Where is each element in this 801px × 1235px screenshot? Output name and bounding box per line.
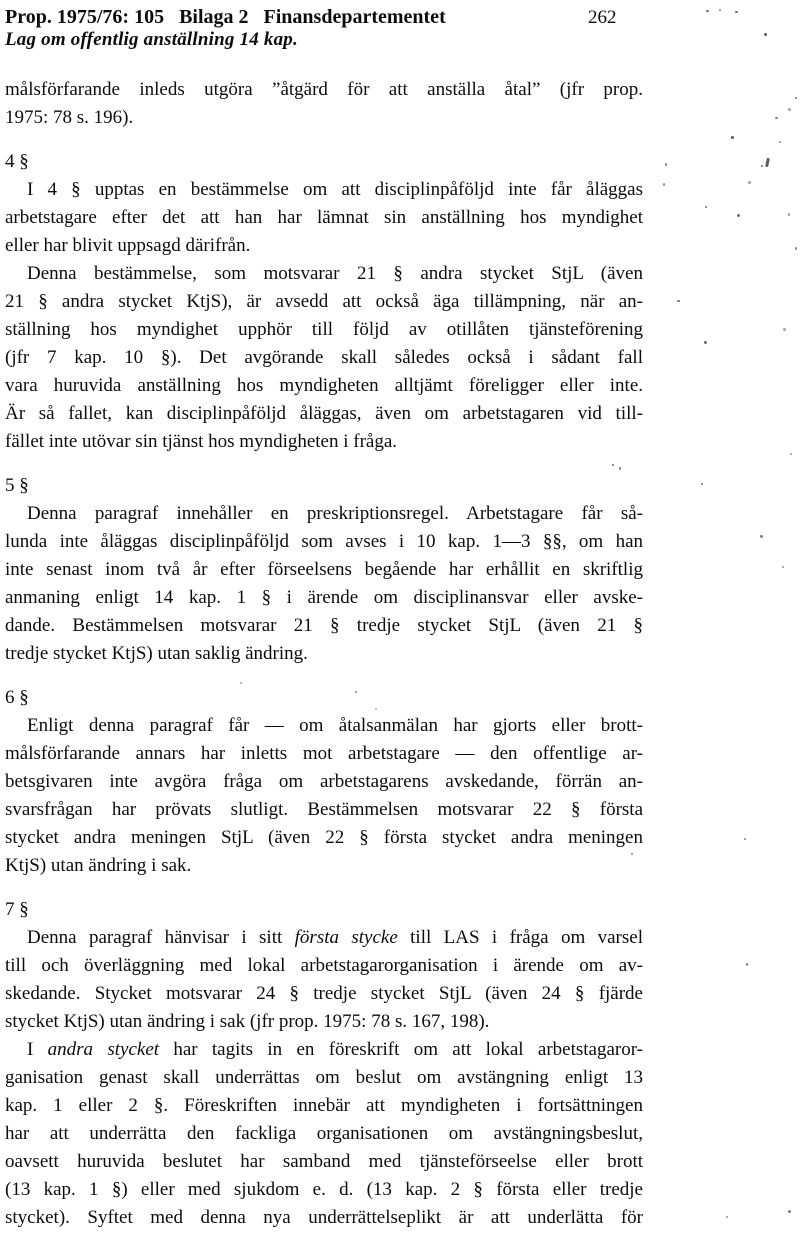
scan-speck — [783, 328, 786, 331]
paragraph — [5, 924, 643, 1036]
scan-speck — [790, 453, 792, 455]
scan-speck — [663, 183, 665, 186]
text-line: till och överläggning med lokal arbetstagarorganisation i ärende om av- — [5, 955, 643, 976]
text-line: Enligt denna paragraf får — om åtalsanmälan har gjorts eller brott- — [27, 715, 643, 736]
scan-speck — [748, 181, 751, 184]
text-line: 21 § andra stycket KtjS), är avsedd att också äga tillämpning, när an- — [5, 291, 643, 312]
text-line: svarsfrågan har prövats slutligt. Bestämmelsen motsvarar 22 § första — [5, 799, 643, 820]
text-line: stycket KtjS) utan ändring i sak (jfr prop. 1975: 78 s. 167, 198). — [5, 1011, 490, 1032]
text-line: inte senast inom två år efter förseelsens begående har erhållit en skriftlig — [5, 559, 643, 580]
text-line: I andra stycket har tagits in en föreskrift om att lokal arbetstagaror- — [27, 1039, 643, 1060]
text-line: tredje stycket KtjS) utan saklig ändring. — [5, 643, 308, 664]
text-line: vara huruvida anställning hos myndigheten alltjämt föreligger eller inte. — [5, 375, 643, 396]
scan-speck — [737, 214, 740, 217]
text-line: ganisation genast skall underrättas om beslut om avstängning enligt 13 — [5, 1067, 643, 1088]
text-line: I 4 § upptas en bestämmelse om att disciplinpåföljd inte får åläggas — [27, 179, 643, 200]
text-line: Denna bestämmelse, som motsvarar 21 § andra stycket StjL (även — [27, 263, 643, 284]
section-heading: 5 § — [5, 475, 29, 496]
scan-speck — [795, 97, 797, 99]
scan-speck — [735, 11, 738, 13]
text-line: målsförfarande annars har inletts mot arbetstagare — den offentlige ar- — [5, 743, 643, 764]
section-heading: 4 § — [5, 151, 29, 172]
text-line: stycket). Syftet med denna nya underrättelseplikt är att underlätta för — [5, 1207, 643, 1228]
scan-speck — [705, 206, 707, 208]
scan-speck — [760, 535, 763, 538]
text-line: Denna paragraf innehåller en preskriptionsregel. Arbetstagare får så- — [27, 503, 643, 524]
section-heading: 6 § — [5, 687, 29, 708]
text-line: dande. Bestämmelsen motsvarar 21 § tredje stycket StjL (även 21 § — [5, 615, 643, 636]
text-line: ställning hos myndighet upphör till följd av otillåten tjänsteförening — [5, 319, 643, 340]
text-line: eller har blivit uppsagd därifrån. — [5, 235, 251, 256]
scan-speck — [619, 467, 621, 470]
document-header-subtitle: Lag om offentlig anställning 14 kap. — [5, 29, 298, 50]
scan-speck — [355, 691, 357, 693]
scan-speck — [788, 108, 791, 111]
scan-speck — [795, 247, 797, 250]
text-line: oavsett huruvida beslutet har samband med tjänsteförseelse eller brott — [5, 1151, 643, 1172]
text-line: fället inte utövar sin tjänst hos myndigheten i fråga. — [5, 431, 398, 452]
scan-speck — [782, 566, 784, 568]
text-line: skedande. Stycket motsvarar 24 § tredje stycket StjL (även 24 § fjärde — [5, 983, 643, 1004]
scan-speck — [775, 117, 778, 119]
scan-speck — [665, 163, 667, 166]
scan-speck — [764, 33, 767, 36]
document-body — [5, 76, 643, 1232]
text-line: lunda inte åläggas disciplinpåföljd som avses i 10 kap. 1—3 §§, om han — [5, 531, 643, 552]
paragraph — [5, 176, 643, 260]
text-line: har att underrätta den fackliga organisationen om avstängningsbeslut, — [5, 1123, 643, 1144]
page-number: 262 — [588, 7, 617, 28]
scan-speck — [788, 1210, 791, 1213]
text-line: Är så fallet, kan disciplinpåföljd åläggas, även om arbetstagaren vid till- — [5, 403, 643, 424]
scan-speck — [761, 165, 763, 167]
text-line: Denna paragraf hänvisar i sitt första stycke till LAS i fråga om varsel — [27, 927, 643, 948]
scan-speck — [719, 9, 721, 11]
text-line: 1975: 78 s. 196). — [5, 107, 134, 128]
text-line: (13 kap. 1 §) eller med sjukdom e. d. (13 kap. 2 § första eller tredje — [5, 1179, 643, 1200]
text-line: kap. 1 eller 2 §. Föreskriften innebär att myndigheten i fortsättningen — [5, 1095, 643, 1116]
scan-speck — [677, 300, 680, 302]
document-header-title: Prop. 1975/76: 105 Bilaga 2 Finansdepartementet — [5, 6, 446, 28]
scan-speck — [746, 963, 748, 966]
scan-speck — [726, 1216, 728, 1218]
scan-speck — [375, 708, 377, 710]
scan-speck — [779, 141, 781, 143]
scan-speck — [701, 483, 703, 485]
text-line: (jfr 7 kap. 10 §). Det avgörande skall således också i sådant fall — [5, 347, 643, 368]
scan-speck — [788, 213, 790, 216]
paragraph — [5, 500, 643, 668]
paragraph — [5, 1036, 643, 1232]
text-line: KtjS) utan ändring i sak. — [5, 855, 192, 876]
scan-speck — [744, 838, 746, 840]
text-line: målsförfarande inleds utgöra ”åtgärd för att anställa åtal” (jfr prop. — [5, 79, 643, 100]
scan-speck — [631, 853, 633, 855]
paragraph — [5, 76, 643, 132]
scan-speck — [704, 341, 707, 344]
paragraph — [5, 712, 643, 880]
paragraph — [5, 260, 643, 456]
scan-speck — [731, 136, 734, 139]
text-line: stycket andra meningen StjL (även 22 § första stycket andra meningen — [5, 827, 643, 848]
section-heading: 7 § — [5, 899, 29, 920]
scan-speck — [706, 10, 709, 12]
scan-speck — [240, 682, 242, 684]
text-line: anmaning enligt 14 kap. 1 § i ärende om disciplinansvar eller avske- — [5, 587, 643, 608]
scan-speck — [765, 158, 770, 167]
scan-speck — [612, 464, 614, 466]
text-line: betsgivaren inte avgöra fråga om arbetstagarens avskedande, förrän an- — [5, 771, 643, 792]
text-line: arbetstagare efter det att han har lämnat sin anställning hos myndighet — [5, 207, 643, 228]
